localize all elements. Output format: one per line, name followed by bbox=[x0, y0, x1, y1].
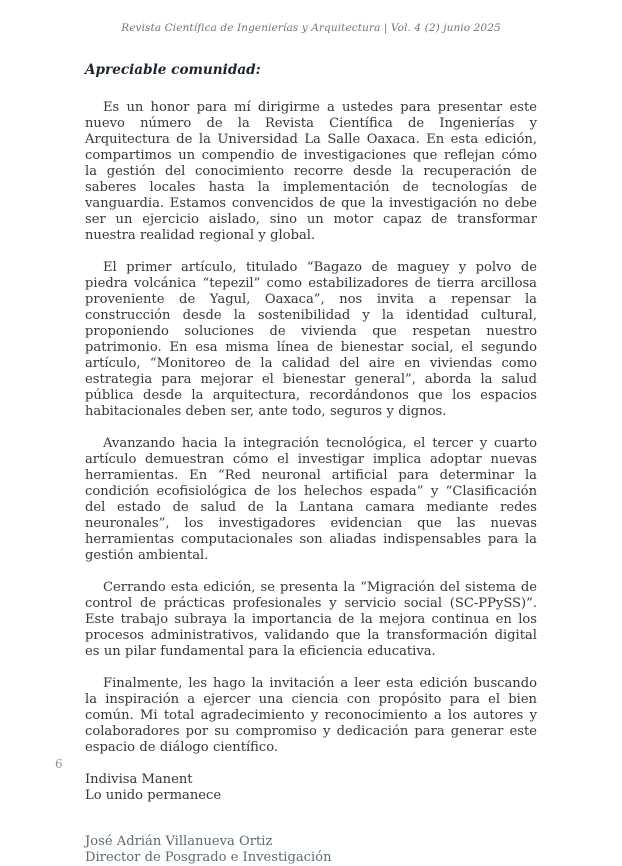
letter-paragraph-5: Finalmente, les hago la invitación a leer esta edición buscando la inspiración a ejercer una ciencia con propósito para el bien común. Mi total agradecimiento y reconocimiento a los autores y colaboradores por su compromiso y dedicación para generar este espacio de diálogo científico. bbox=[85, 676, 537, 755]
page-number: 6 bbox=[55, 757, 63, 771]
journal-running-header: Revista Científica de Ingenierías y Arquitectura | Vol. 4 (2) junio 2025 bbox=[121, 22, 501, 34]
letter-paragraph-2: El primer artículo, titulado “Bagazo de maguey y polvo de piedra volcánica “tepezil” como estabilizadores de tierra arcillosa proveniente de Yagul, Oaxaca”, nos invita a repensar la construcción desde la sostenibilidad y la identidad cultural, proponiendo soluciones de vivienda que respetan nuestro patrimonio. En esa misma línea de bienestar social, el segundo artículo, “Monitoreo de la calidad del aire en viviendas como estrategia para mejorar el bienestar general”, aborda la salud pública desde la arquitectura, recordándonos que los espacios habitacionales deben ser, ante todo, seguros y dignos. bbox=[85, 260, 537, 419]
letter-paragraph-1: Es un honor para mí dirigirme a ustedes para presentar este nuevo número de la Revista Científica de Ingenierías y Arquitectura de la Universidad La Salle Oaxaca. En esta edición, compartimos un compendio de investigaciones que reflejan cómo la gestión del conocimiento recorre desde la recuperación de saberes locales hasta la implementación de tecnologías de vanguardia. Estamos convencidos de que la investigación no debe ser un ejercicio aislado, sino un motor capaz de transformar nuestra realidad regional y global. bbox=[85, 100, 537, 243]
signature-title: Director de Posgrado e Investigación bbox=[85, 850, 332, 865]
signature-name: José Adrián Villanueva Ortiz bbox=[85, 834, 273, 849]
letter-paragraph-4: Cerrando esta edición, se presenta la “Migración del sistema de control de prácticas profesionales y servicio social (SC-PPySS)”. Este trabajo subraya la importancia de la mejora continua en los procesos administrativos, validando que la transformación digital es un pilar fundamental para la eficiencia educativa. bbox=[85, 580, 537, 659]
letter-paragraph-3: Avanzando hacia la integración tecnológica, el tercer y cuarto artículo demuestran cómo el investigar implica adoptar nuevas herramientas. En “Red neuronal artificial para determinar la condición ecofisiológica de los helechos espada” y “Clasificación del estado de salud de la Lantana camara mediante redes neuronales”, los investigadores evidencian que las nuevas herramientas computacionales son aliadas indispensables para la gestión ambiental. bbox=[85, 436, 537, 563]
letter-body bbox=[85, 62, 537, 866]
letter-greeting: Apreciable comunidad: bbox=[85, 62, 261, 78]
institutional-motto bbox=[85, 772, 537, 804]
motto-latin: Indivisa Manent bbox=[85, 772, 193, 787]
motto-translation: Lo unido permanece bbox=[85, 788, 222, 803]
signature-block bbox=[85, 834, 537, 866]
